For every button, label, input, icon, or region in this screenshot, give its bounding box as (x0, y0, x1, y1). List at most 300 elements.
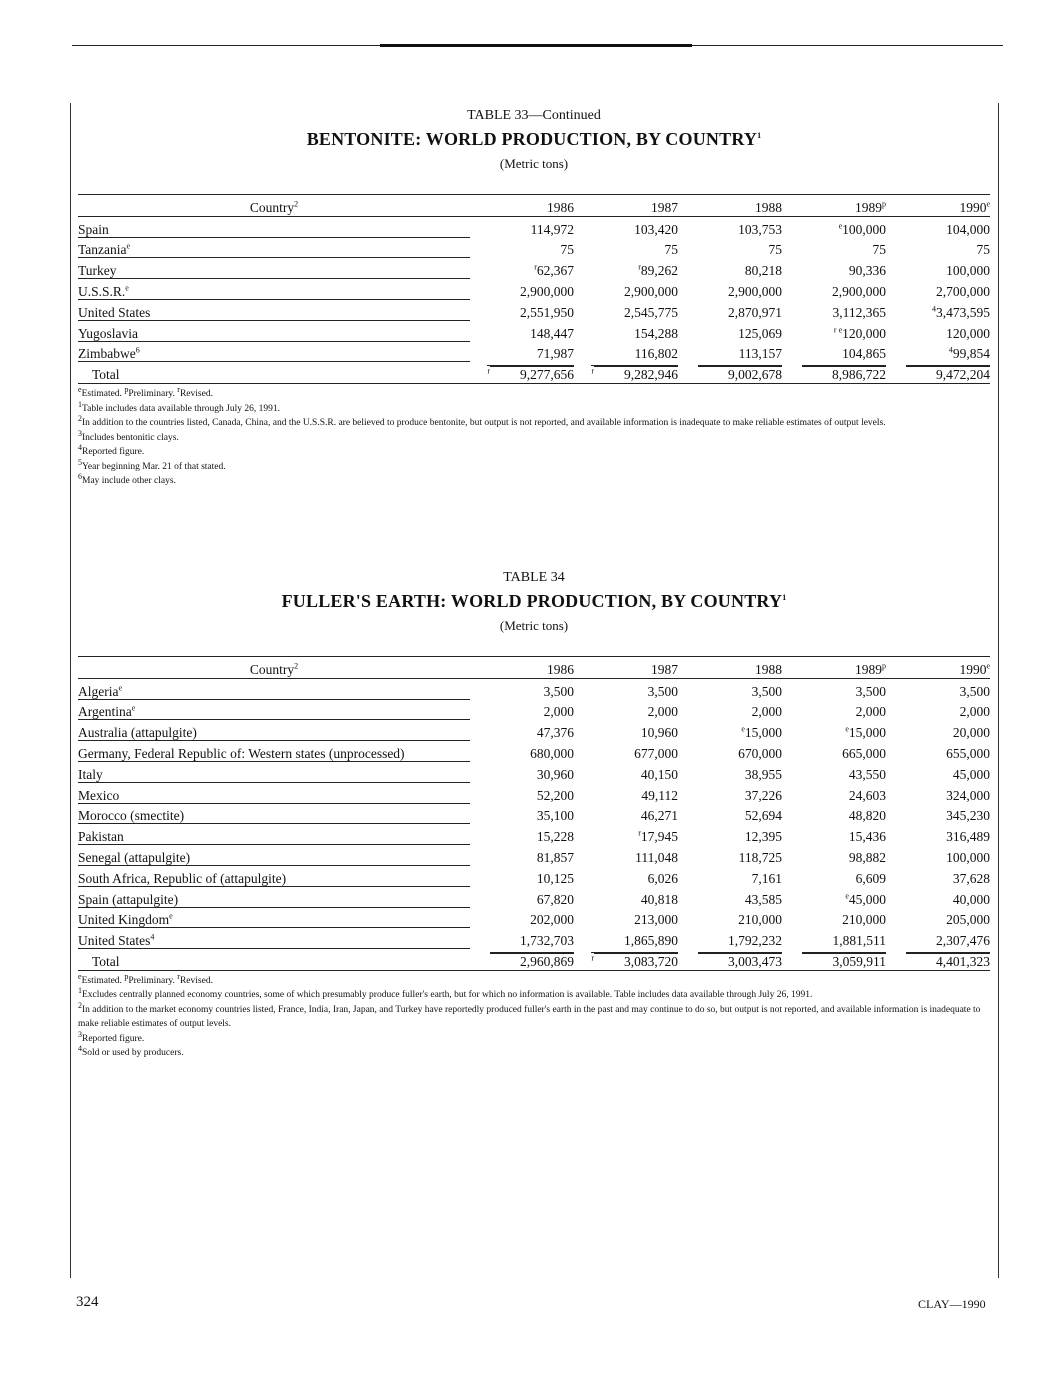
year-label: 1989 (855, 661, 882, 677)
value-text: 3,500 (543, 683, 574, 699)
value-text: 46,271 (640, 808, 678, 824)
value-text: 210,000 (842, 912, 886, 928)
value-cell (470, 783, 574, 804)
value-cell (678, 300, 782, 321)
value-text: 81,857 (536, 849, 574, 865)
value-text: 3,473,595 (936, 304, 990, 320)
total-value-cell (782, 362, 886, 383)
country-name: Tanzania (78, 242, 127, 258)
value-text: 100,000 (946, 849, 990, 865)
table-footnotes (78, 387, 990, 489)
value-cell (574, 908, 678, 929)
total-footnote: r (591, 953, 594, 963)
table-row (78, 824, 990, 845)
table-row (78, 279, 990, 300)
value-text: 680,000 (530, 745, 574, 761)
value-text: 205,000 (946, 912, 990, 928)
value-text: 2,000 (959, 704, 990, 720)
country-cell (78, 741, 470, 762)
footnote-marker: e (78, 385, 82, 395)
value-cell (782, 783, 886, 804)
value-text: 10,960 (640, 725, 678, 741)
value-cell (886, 887, 990, 908)
value-footnote: r e (833, 325, 843, 335)
year-label: 1987 (651, 199, 678, 215)
value-text: 114,972 (530, 221, 574, 237)
page-number: 324 (76, 1294, 99, 1310)
country-header-footnote: 2 (294, 199, 299, 209)
total-value-cell (886, 362, 990, 383)
total-row (78, 949, 990, 970)
footnote (78, 1000, 990, 1032)
value-text: 3,500 (647, 683, 678, 699)
country-cell (78, 342, 470, 363)
value-cell (782, 741, 886, 762)
footnote-revised-text: Revised. (179, 975, 213, 986)
value-text: 10,125 (536, 870, 574, 886)
year-footnote: e (986, 661, 990, 671)
country-cell (78, 321, 470, 342)
value-text: 30,960 (536, 766, 574, 782)
value-cell (678, 678, 782, 699)
footnote-text: Year beginning Mar. 21 of that stated. (82, 461, 226, 472)
country-footnote: e (169, 911, 173, 921)
value-cell (678, 321, 782, 342)
footnote-text: Includes bentonitic clays. (82, 432, 179, 443)
footnote (78, 445, 990, 460)
year-label: 1988 (755, 199, 782, 215)
footnote-text: Reported figure. (82, 1033, 145, 1044)
top-thick-rule (380, 44, 692, 47)
value-cell (574, 845, 678, 866)
value-text: 104,000 (946, 221, 990, 237)
country-name: Morocco (smectite) (78, 808, 185, 824)
year-column-header (886, 657, 990, 679)
value-text: 1,732,703 (520, 933, 574, 949)
year-label: 1990 (959, 661, 987, 677)
value-text: 52,200 (536, 787, 574, 803)
total-value-text: 9,002,678 (698, 366, 782, 383)
year-column-header (782, 195, 886, 217)
value-text: 6,609 (855, 870, 886, 886)
country-name: South Africa, Republic of (attapulgite) (78, 870, 287, 886)
table-row (78, 783, 990, 804)
total-value-cell (782, 949, 886, 970)
value-cell (782, 824, 886, 845)
value-cell (782, 928, 886, 949)
footnote-text: Estimated. (81, 975, 125, 986)
table-title-text: FULLER'S EARTH: WORLD PRODUCTION, BY COUNTRY (281, 591, 783, 611)
value-cell (470, 321, 574, 342)
value-cell (678, 216, 782, 237)
table-title (78, 128, 990, 150)
total-value-cell (886, 949, 990, 970)
footnote-text: In addition to the countries listed, Canada, China, and the U.S.S.R. are believed to produce bentonite, but output is not reported, and available information is inadequate to make reliable estimates of output levels. (82, 418, 886, 429)
value-cell (782, 845, 886, 866)
value-text: 47,376 (536, 725, 574, 741)
data-table (78, 656, 990, 971)
footnote (78, 387, 990, 402)
table-title-footnote: 1 (757, 131, 762, 140)
value-cell (678, 258, 782, 279)
value-text: 655,000 (946, 745, 990, 761)
value-text: 103,753 (738, 221, 782, 237)
value-cell (470, 762, 574, 783)
value-cell (678, 783, 782, 804)
country-footnote: e (131, 703, 136, 713)
value-cell (574, 928, 678, 949)
value-text: 3,500 (959, 683, 990, 699)
value-cell (574, 279, 678, 300)
value-cell (678, 700, 782, 721)
value-cell (678, 804, 782, 825)
running-head: CLAY—1990 (918, 1297, 986, 1311)
value-text: 67,820 (536, 891, 574, 907)
value-footnote: e (741, 724, 745, 734)
country-name: Zimbabwe (78, 346, 136, 362)
footnote (78, 1029, 990, 1047)
year-label: 1986 (547, 661, 574, 677)
total-value-text: 4,401,323 (906, 953, 990, 970)
value-text: 45,000 (952, 766, 990, 782)
footnote-marker-r: r (177, 971, 180, 981)
value-text: 40,818 (640, 891, 678, 907)
data-table (78, 194, 990, 384)
value-text: 665,000 (842, 745, 886, 761)
value-cell (574, 700, 678, 721)
value-text: 20,000 (952, 725, 990, 741)
value-footnote: r (638, 262, 641, 272)
value-text: 15,000 (744, 725, 782, 741)
value-text: 2,700,000 (936, 283, 990, 299)
value-text: 100,000 (842, 221, 886, 237)
country-cell (78, 824, 470, 845)
value-cell (574, 783, 678, 804)
value-cell (782, 238, 886, 259)
value-text: 71,987 (536, 346, 574, 362)
country-cell (78, 720, 470, 741)
footnote-text: Reported figure. (82, 447, 145, 458)
year-column-header (886, 195, 990, 217)
table-title-footnote: 1 (782, 593, 787, 602)
header-row (78, 195, 990, 217)
value-footnote: r (534, 262, 537, 272)
total-value-text: 3,083,720 (594, 953, 678, 970)
footnote (78, 971, 990, 989)
country-name: United States (78, 304, 151, 320)
total-label: Total (78, 949, 470, 970)
year-label: 1989 (855, 199, 882, 215)
table-row (78, 342, 990, 363)
table-row (78, 258, 990, 279)
value-cell (782, 342, 886, 363)
value-text: 2,000 (543, 704, 574, 720)
table-row (78, 238, 990, 259)
value-cell (886, 321, 990, 342)
value-text: 15,000 (848, 725, 886, 741)
value-text: 120,000 (946, 325, 990, 341)
country-column-header (78, 195, 470, 217)
country-cell (78, 279, 470, 300)
year-column-header (574, 657, 678, 679)
country-name: U.S.S.R. (78, 283, 126, 299)
value-text: 2,545,775 (624, 304, 678, 320)
year-label: 1987 (651, 661, 678, 677)
value-text: 48,820 (848, 808, 886, 824)
table-row (78, 762, 990, 783)
total-value-cell (470, 362, 574, 383)
value-cell (782, 762, 886, 783)
total-footnote: r (591, 366, 594, 376)
year-column-header (574, 195, 678, 217)
country-name: Germany, Federal Republic of: Western states (unprocessed) (78, 745, 405, 761)
table-title-text: BENTONITE: WORLD PRODUCTION, BY COUNTRY (306, 129, 758, 149)
value-text: 202,000 (530, 912, 574, 928)
value-cell (886, 783, 990, 804)
value-text: 40,000 (952, 891, 990, 907)
total-value-cell (470, 949, 574, 970)
value-cell (470, 678, 574, 699)
country-cell (78, 783, 470, 804)
table-units: (Metric tons) (499, 618, 569, 633)
value-text: 125,069 (738, 325, 782, 341)
value-text: 37,226 (744, 787, 782, 803)
value-cell (574, 216, 678, 237)
country-name: Mexico (78, 787, 120, 803)
value-text: 1,792,232 (728, 933, 782, 949)
value-cell (678, 342, 782, 363)
value-text: 12,395 (744, 829, 782, 845)
country-cell (78, 700, 470, 721)
value-text: 2,900,000 (832, 283, 886, 299)
value-cell (678, 824, 782, 845)
value-text: 1,865,890 (624, 933, 678, 949)
value-cell (470, 845, 574, 866)
country-footnote: 4 (150, 932, 155, 942)
value-text: 677,000 (634, 745, 678, 761)
value-text: 80,218 (744, 263, 782, 279)
value-cell (782, 720, 886, 741)
value-cell (886, 928, 990, 949)
footnote-marker: 2 (78, 1000, 82, 1010)
value-cell (470, 804, 574, 825)
footnote-marker-p: p (124, 971, 129, 981)
value-cell (470, 824, 574, 845)
year-column-header (470, 657, 574, 679)
value-text: 43,585 (744, 891, 782, 907)
value-cell (886, 700, 990, 721)
country-cell (78, 887, 470, 908)
left-margin-rule (70, 103, 71, 1278)
value-text: 40,150 (640, 766, 678, 782)
footnote (78, 1046, 990, 1061)
year-label: 1990 (959, 199, 987, 215)
country-footnote: e (125, 283, 129, 293)
value-text: 15,436 (848, 829, 886, 845)
value-cell (574, 741, 678, 762)
table-row (78, 321, 990, 342)
footnote-marker: 4 (78, 443, 82, 453)
value-cell (470, 908, 574, 929)
country-name: Senegal (attapulgite) (78, 849, 191, 865)
value-text: 1,881,511 (832, 933, 886, 949)
value-cell (886, 258, 990, 279)
country-cell (78, 928, 470, 949)
value-footnote: r (638, 828, 641, 838)
value-cell (782, 866, 886, 887)
value-text: 104,865 (842, 346, 886, 362)
value-cell (886, 762, 990, 783)
value-text: 52,694 (744, 808, 782, 824)
value-cell (678, 279, 782, 300)
value-text: 2,307,476 (936, 933, 990, 949)
value-text: 98,882 (848, 849, 886, 865)
value-text: 49,112 (641, 787, 678, 803)
value-text: 75 (664, 242, 678, 258)
value-cell (470, 279, 574, 300)
country-name: Turkey (78, 263, 117, 279)
value-footnote: e (845, 724, 849, 734)
footnote-marker: 6 (78, 472, 82, 482)
value-cell (782, 678, 886, 699)
value-cell (574, 866, 678, 887)
table-34-block (78, 569, 990, 1061)
year-column-header (470, 195, 574, 217)
total-footnote: r (487, 366, 490, 376)
year-footnote: p (882, 661, 886, 671)
value-text: 3,112,365 (832, 304, 886, 320)
value-text: 6,026 (647, 870, 678, 886)
value-text: 75 (976, 242, 990, 258)
value-text: 45,000 (848, 891, 886, 907)
year-column-header (782, 657, 886, 679)
country-cell (78, 216, 470, 237)
total-row (78, 362, 990, 383)
value-text: 62,367 (536, 263, 574, 279)
value-cell (678, 845, 782, 866)
year-label: 1986 (547, 199, 574, 215)
footnote (78, 399, 990, 417)
value-cell (678, 866, 782, 887)
value-cell (886, 845, 990, 866)
country-column-header (78, 657, 470, 679)
footnote-marker: 1 (78, 986, 82, 996)
value-cell (470, 342, 574, 363)
table-row (78, 300, 990, 321)
value-text: 43,550 (848, 766, 886, 782)
value-text: 210,000 (738, 912, 782, 928)
country-cell (78, 866, 470, 887)
value-cell (886, 342, 990, 363)
value-text: 2,000 (647, 704, 678, 720)
year-column-header (678, 195, 782, 217)
value-cell (886, 824, 990, 845)
value-text: 120,000 (842, 325, 886, 341)
table-row (78, 908, 990, 929)
table-units: (Metric tons) (499, 156, 569, 171)
country-footnote: 6 (135, 345, 140, 355)
total-value-text: 2,960,869 (490, 953, 574, 970)
value-text: 116,802 (634, 346, 678, 362)
value-cell (678, 887, 782, 908)
value-text: 113,157 (738, 346, 782, 362)
country-cell (78, 258, 470, 279)
total-value-text: 9,277,656 (490, 366, 574, 383)
value-text: 154,288 (634, 325, 678, 341)
value-text: 3,500 (751, 683, 782, 699)
footnote-marker: 3 (78, 1029, 82, 1039)
value-text: 2,900,000 (624, 283, 678, 299)
year-column-header (678, 657, 782, 679)
table-title (78, 590, 990, 612)
value-text: 17,945 (640, 829, 678, 845)
footnote (78, 988, 990, 1003)
table-row (78, 804, 990, 825)
year-label: 1988 (755, 661, 782, 677)
total-value-text: 8,986,722 (802, 366, 886, 383)
year-footnote: e (986, 199, 990, 209)
total-value-cell (574, 949, 678, 970)
country-name: United Kingdom (78, 912, 170, 928)
total-value-text: 9,282,946 (594, 366, 678, 383)
footnote-text: Table includes data available through July 26, 1991. (82, 403, 280, 414)
footnote-marker: e (78, 971, 82, 981)
value-cell (574, 824, 678, 845)
footnote-text: Estimated. (81, 389, 125, 400)
value-text: 324,000 (946, 787, 990, 803)
table-row (78, 678, 990, 699)
table-row (78, 700, 990, 721)
table-footnotes (78, 971, 990, 1061)
country-name: Italy (78, 766, 103, 782)
country-cell (78, 762, 470, 783)
table-row (78, 216, 990, 237)
value-cell (470, 866, 574, 887)
value-cell (470, 928, 574, 949)
value-cell (470, 887, 574, 908)
country-footnote: e (118, 683, 123, 693)
footnote-marker: 3 (78, 428, 82, 438)
value-text: 2,000 (855, 704, 886, 720)
country-header-text: Country (249, 199, 295, 215)
value-text: 118,725 (738, 849, 782, 865)
header-row (78, 657, 990, 679)
value-text: 3,500 (855, 683, 886, 699)
value-footnote: 4 (948, 345, 953, 355)
country-name: Algeria (78, 683, 119, 699)
value-text: 2,000 (751, 704, 782, 720)
value-cell (574, 887, 678, 908)
footnote-prelim-text: Preliminary. (128, 975, 178, 986)
value-cell (574, 342, 678, 363)
value-footnote: e (845, 891, 849, 901)
value-text: 75 (872, 242, 886, 258)
footnote-marker: 2 (78, 414, 82, 424)
footnote-marker-r: r (177, 385, 180, 395)
value-text: 111,048 (635, 849, 678, 865)
value-text: 90,336 (848, 263, 886, 279)
country-name: Australia (attapulgite) (78, 725, 197, 741)
value-cell (678, 741, 782, 762)
value-cell (886, 279, 990, 300)
value-text: 2,900,000 (520, 283, 574, 299)
value-text: 7,161 (751, 870, 782, 886)
country-cell (78, 845, 470, 866)
table-row (78, 866, 990, 887)
total-value-text: 3,059,911 (802, 953, 886, 970)
country-name: Pakistan (78, 829, 124, 845)
value-cell (886, 300, 990, 321)
